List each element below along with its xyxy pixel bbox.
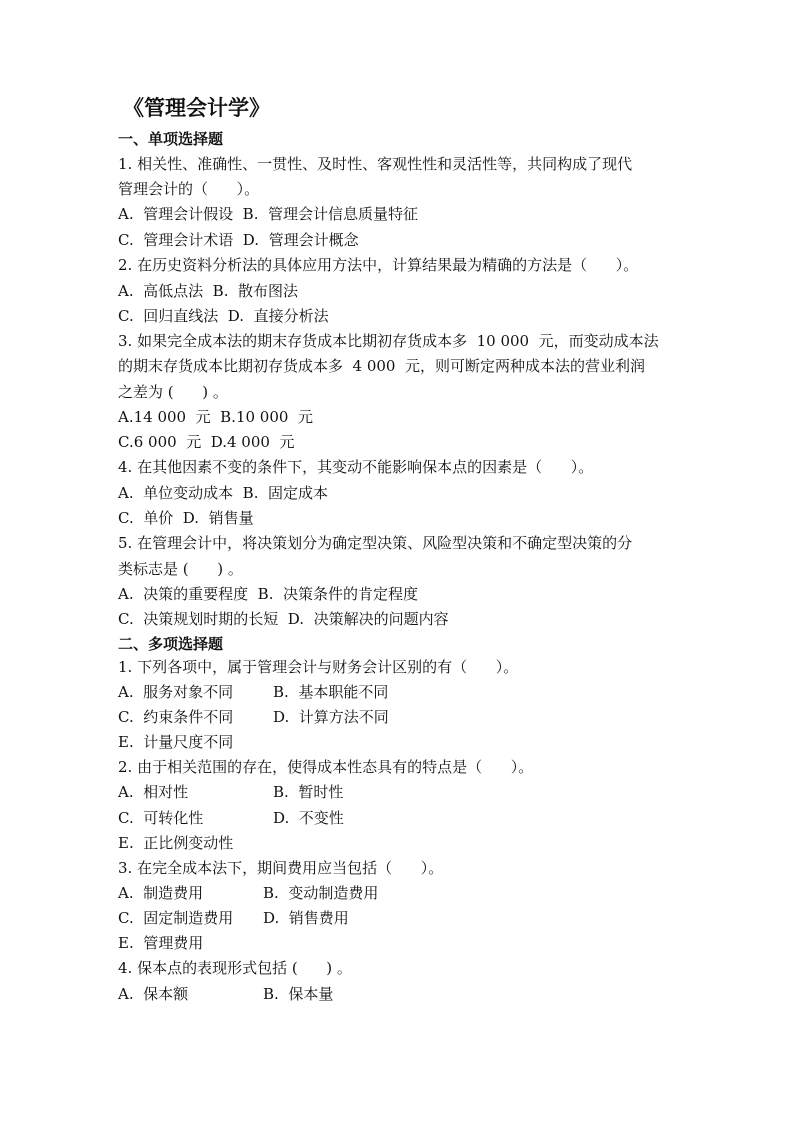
- option-a: A. 相对性: [118, 783, 189, 801]
- question-text: 3. 如果完全成本法的期末存货成本比期初存货成本多 10 000 元，而变动成本法: [118, 332, 659, 350]
- question-text: 5. 在管理会计中，将决策划分为确定型决策、风险型决策和不确定型决策的分: [118, 534, 633, 552]
- option-a: A. 保本额: [118, 985, 189, 1003]
- option-a: A. 服务对象不同: [118, 683, 234, 701]
- option-d: D. 不变性: [273, 809, 344, 827]
- question-options: C. 回归直线法 D. 直接分析法: [118, 307, 329, 325]
- question-options: C.6 000 元 D.4 000 元: [118, 433, 295, 451]
- option-d: D. 销售费用: [263, 909, 349, 927]
- question-options: A. 单位变动成本 B. 固定成本: [118, 484, 329, 502]
- option-c: C. 可转化性: [118, 809, 204, 827]
- question-options: C. 决策规划时期的长短 D. 决策解决的问题内容: [118, 610, 449, 628]
- question-text: 类标志是 ( ) 。: [118, 560, 243, 578]
- option-b: B. 基本职能不同: [273, 683, 389, 701]
- document-title: 《管理会计学》: [123, 95, 270, 120]
- question-text: 2. 由于相关范围的存在，使得成本性态具有的特点是（ ）。: [118, 758, 534, 776]
- section-heading-multiple-choice: 二、多项选择题: [118, 635, 224, 653]
- question-text: 之差为 ( ) 。: [118, 383, 228, 401]
- question-options: A. 高低点法 B. 散布图法: [118, 282, 299, 300]
- question-text: 4. 在其他因素不变的条件下，其变动不能影响保本点的因素是（ ）。: [118, 458, 594, 476]
- question-text: 管理会计的（ ）。: [118, 180, 260, 198]
- question-text: 3. 在完全成本法下，期间费用应当包括（ ）。: [118, 859, 444, 877]
- option-b: B. 变动制造费用: [263, 884, 379, 902]
- option-d: D. 计算方法不同: [273, 708, 389, 726]
- question-text: 4. 保本点的表现形式包括 ( ) 。: [118, 959, 352, 977]
- section-heading-single-choice: 一、单项选择题: [118, 130, 224, 148]
- question-text: 1. 下列各项中，属于管理会计与财务会计区别的有（ ）。: [118, 658, 519, 676]
- option-c: C. 约束条件不同: [118, 708, 234, 726]
- question-options: C. 管理会计术语 D. 管理会计概念: [118, 231, 359, 249]
- question-options: C. 单价 D. 销售量: [118, 509, 254, 527]
- option-b: B. 保本量: [263, 985, 334, 1003]
- question-text: 2. 在历史资料分析法的具体应用方法中，计算结果最为精确的方法是（ ）。: [118, 256, 639, 274]
- question-text: 的期末存货成本比期初存货成本多 4 000 元，则可断定两种成本法的营业利润: [118, 357, 646, 375]
- option-a: A. 制造费用: [118, 884, 204, 902]
- question-options: A. 决策的重要程度 B. 决策条件的肯定程度: [118, 585, 419, 603]
- question-options: A.14 000 元 B.10 000 元: [118, 408, 313, 426]
- question-options: A. 管理会计假设 B. 管理会计信息质量特征: [118, 205, 419, 223]
- question-text: 1. 相关性、准确性、一贯性、及时性、客观性性和灵活性等，共同构成了现代: [118, 155, 633, 173]
- option-c: C. 固定制造费用: [118, 909, 234, 927]
- option-e: E. 正比例变动性: [118, 834, 234, 852]
- option-b: B. 暂时性: [273, 783, 344, 801]
- option-e: E. 管理费用: [118, 934, 204, 952]
- option-e: E. 计量尺度不同: [118, 733, 234, 751]
